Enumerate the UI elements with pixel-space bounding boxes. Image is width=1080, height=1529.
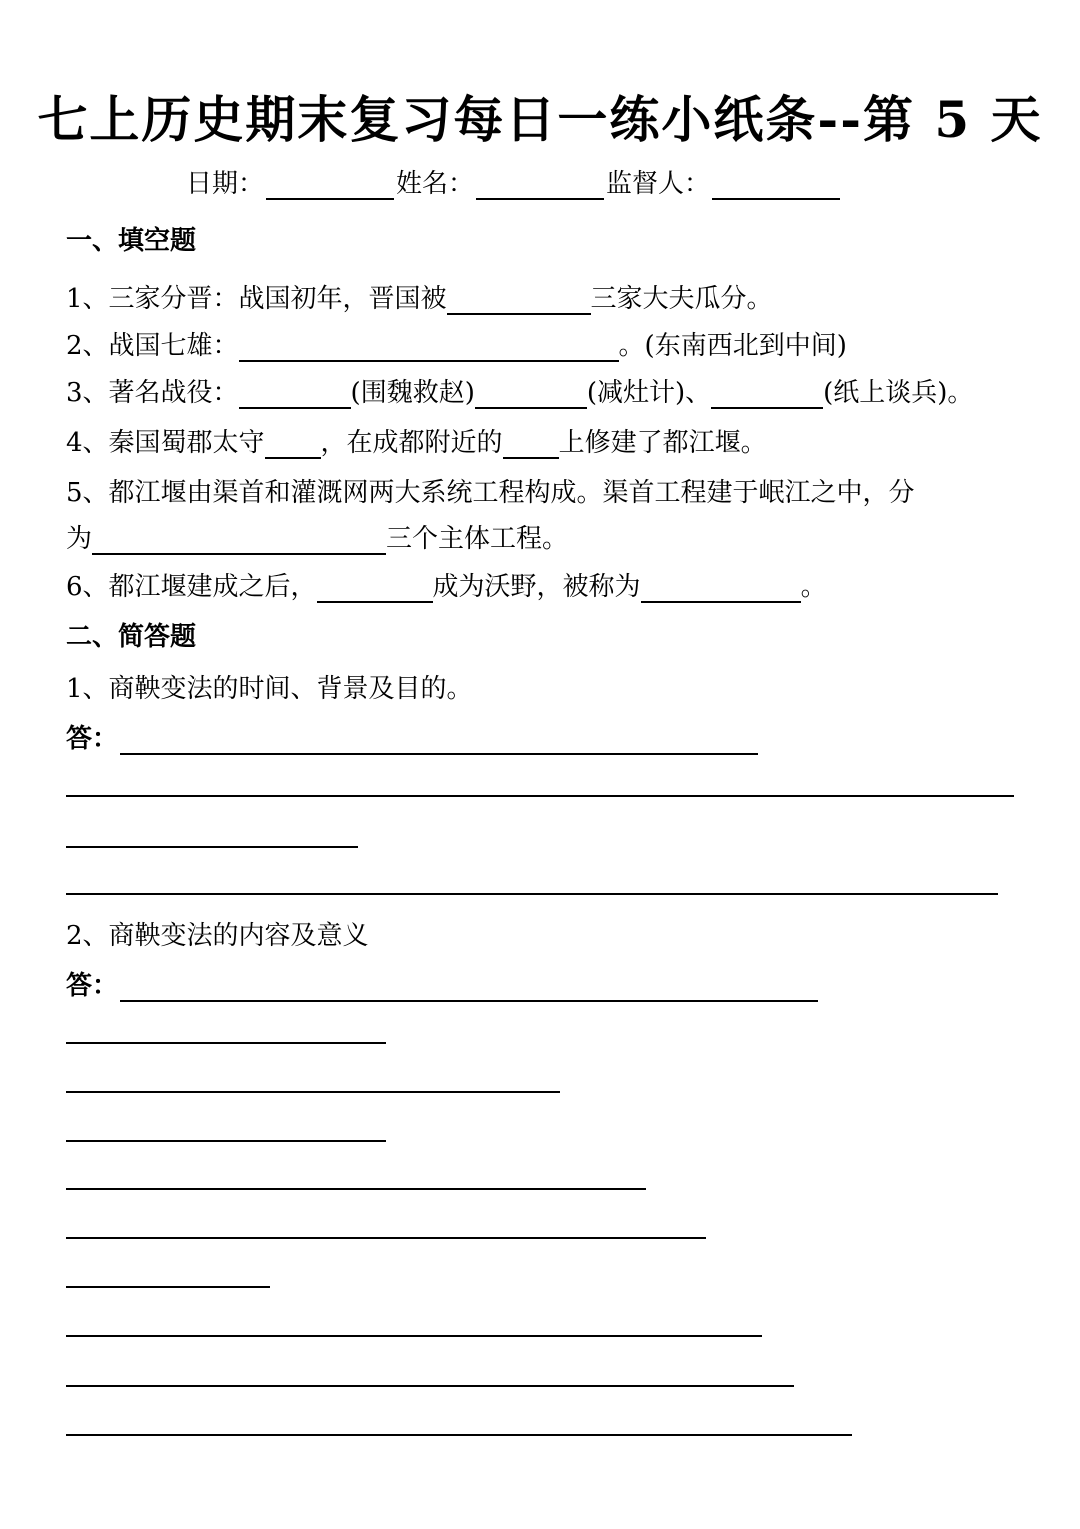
name-blank[interactable] [476, 172, 604, 200]
question-5-line-2 [66, 518, 568, 555]
question-text: (围魏救赵) [350, 378, 475, 408]
question-text: 6、都江堰建成之后， [66, 572, 317, 602]
answer-label-text: 答： [66, 971, 119, 1001]
question-text: ，在成都附近的 [320, 428, 503, 458]
answer-line[interactable] [66, 893, 998, 895]
question-text: (减灶计)、 [586, 378, 712, 408]
question-text: 1、三家分晋：战国初年，晋国被 [66, 284, 447, 314]
answer-line[interactable] [66, 1188, 646, 1190]
answer-label-text: 答： [66, 724, 119, 754]
question-text: 为 [66, 524, 93, 554]
question-text: 3、著名战役： [66, 378, 239, 408]
answer-blank[interactable] [92, 527, 386, 555]
answer-blank[interactable] [239, 334, 619, 362]
answer-line[interactable] [66, 1434, 852, 1436]
answer-line[interactable] [66, 1286, 270, 1288]
question-4 [66, 422, 767, 459]
question-5-line-1: 5、都江堰由渠首和灌溉网两大系统工程构成。渠首工程建于岷江之中，分 [66, 478, 915, 508]
answer-blank[interactable] [641, 575, 801, 603]
answer-line[interactable] [66, 846, 358, 848]
question-text: 。 [800, 572, 827, 602]
answer-label [66, 718, 758, 755]
question-text: 成为沃野，被称为 [432, 572, 641, 602]
answer-label [66, 965, 818, 1002]
answer-line[interactable] [66, 795, 1014, 797]
date-blank[interactable] [266, 172, 394, 200]
short-question-1: 1、商鞅变法的时间、背景及目的。 [66, 674, 473, 704]
question-text: (纸上谈兵)。 [823, 378, 974, 408]
short-question-2: 2、商鞅变法的内容及意义 [66, 921, 369, 951]
question-text: 三个主体工程。 [386, 524, 569, 554]
supervisor-label: 监督人： [606, 169, 711, 199]
page-title: 七上历史期末复习每日一练小纸条--第 5 天 [37, 90, 1043, 149]
answer-line[interactable] [66, 1091, 560, 1093]
answer-line[interactable] [66, 1385, 794, 1387]
section-heading-short-answer: 二、简答题 [66, 622, 197, 652]
question-2 [66, 325, 847, 362]
question-text: 4、秦国蜀郡太守 [66, 428, 265, 458]
answer-blank[interactable] [447, 287, 591, 315]
answer-line[interactable] [66, 1237, 706, 1239]
date-label: 日期： [186, 169, 265, 199]
answer-line[interactable] [120, 974, 818, 1002]
question-text: 上修建了都江堰。 [558, 428, 767, 458]
answer-blank[interactable] [475, 381, 587, 409]
question-text: 2、战国七雄： [66, 331, 239, 361]
answer-line[interactable] [66, 1042, 386, 1044]
answer-blank[interactable] [265, 431, 321, 459]
answer-line[interactable] [66, 1335, 762, 1337]
answer-line[interactable] [66, 1140, 386, 1142]
question-text: 。(东南西北到中间) [618, 331, 847, 361]
question-1 [66, 278, 773, 315]
section-heading-fill-blank: 一、填空题 [66, 226, 197, 256]
answer-blank[interactable] [239, 381, 351, 409]
answer-blank[interactable] [317, 575, 433, 603]
answer-blank[interactable] [503, 431, 559, 459]
question-text: 三家大夫瓜分。 [590, 284, 773, 314]
question-6 [66, 566, 827, 603]
answer-blank[interactable] [711, 381, 823, 409]
question-3 [66, 372, 973, 409]
answer-line[interactable] [120, 727, 758, 755]
name-label: 姓名： [396, 169, 475, 199]
header-fields [186, 163, 842, 200]
supervisor-blank[interactable] [712, 172, 840, 200]
